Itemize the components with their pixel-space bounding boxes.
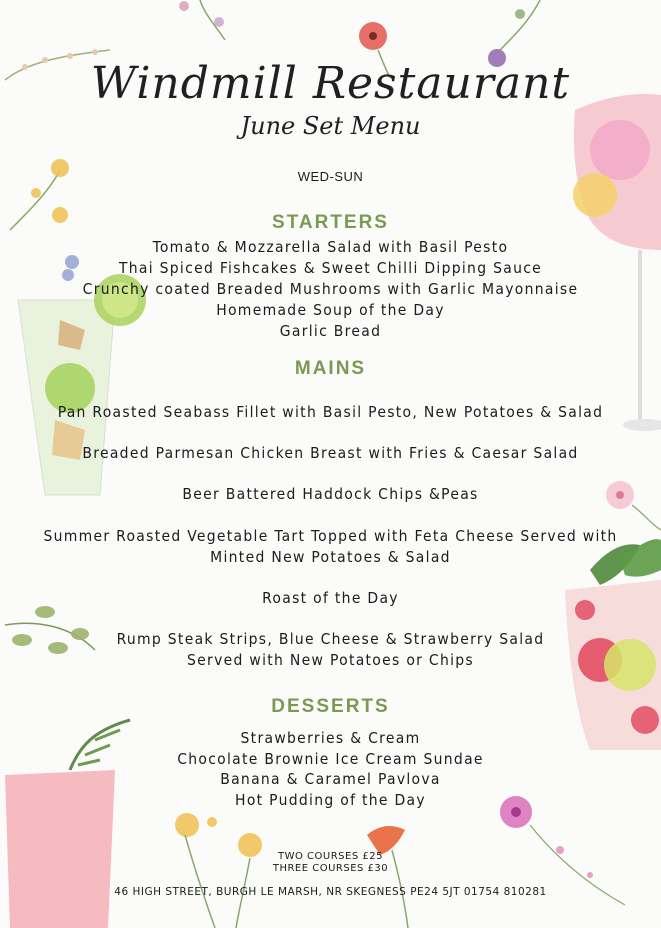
menu-item: Hot Pudding of the Day [235, 791, 426, 809]
menu-item: Breaded Parmesan Chicken Breast with Fries & Caesar Salad [82, 444, 579, 462]
menu-item: Rump Steak Strips, Blue Cheese & Strawberry Salad [116, 630, 545, 648]
menu-item: Thai Spiced Fishcakes & Sweet Chilli Dipping Sauce [118, 259, 543, 277]
menu-item: Beer Battered Haddock Chips &Peas [182, 485, 479, 503]
menu-item: Roast of the Day [262, 589, 399, 607]
price-two-courses: TWO COURSES £25 [278, 851, 383, 862]
mains-heading: MAINS [294, 358, 367, 379]
menu-item: Served with New Potatoes or Chips [187, 651, 474, 669]
menu-item: Homemade Soup of the Day [216, 301, 445, 319]
desserts-heading: DESSERTS [271, 696, 390, 717]
menu-item: Garlic Bread [279, 322, 382, 340]
menu-item: Minted New Potatoes & Salad [210, 548, 451, 566]
starters-heading: STARTERS [272, 212, 389, 233]
menu-title: June Set Menu [240, 112, 421, 140]
restaurant-name: Windmill Restaurant [90, 58, 571, 109]
menu-item: Strawberries & Cream [240, 729, 421, 747]
menu-item: Tomato & Mozzarella Salad with Basil Pesto [152, 238, 509, 256]
menu-item: Banana & Caramel Pavlova [220, 770, 441, 788]
price-three-courses: THREE COURSES £30 [272, 863, 389, 874]
menu-item: Summer Roasted Vegetable Tart Topped with Feta Cheese Served with [43, 527, 618, 545]
menu-item: Pan Roasted Seabass Fillet with Basil Pesto, New Potatoes & Salad [57, 403, 604, 421]
menu-item: Chocolate Brownie Ice Cream Sundae [177, 750, 484, 768]
opening-days: WED-SUN [297, 169, 364, 184]
restaurant-address: 46 HIGH STREET, BURGH LE MARSH, NR SKEGNESS PE24 5JT 01754 810281 [114, 886, 547, 898]
menu-item: Crunchy coated Breaded Mushrooms with Garlic Mayonnaise [82, 280, 579, 298]
